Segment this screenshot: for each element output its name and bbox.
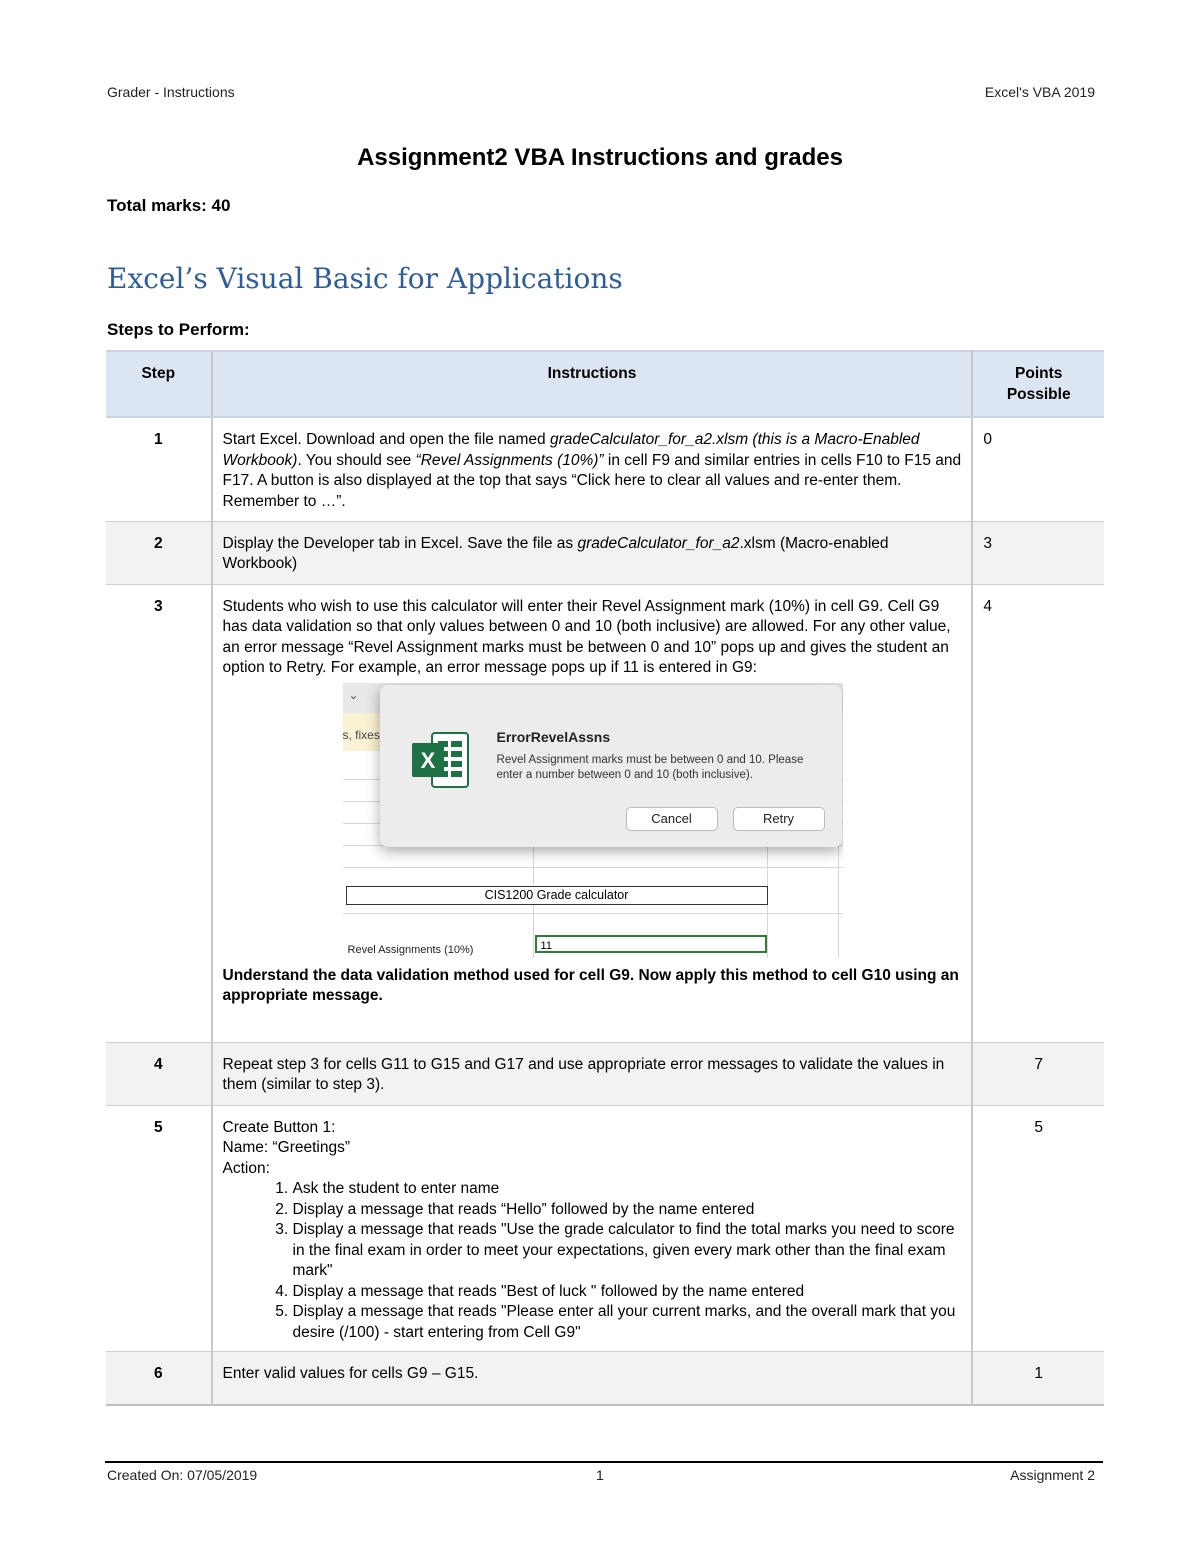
file-name-italic: gradeCalculator_for_a2 <box>577 534 740 552</box>
step-3-bold-text: Understand the data validation method used for cell G9. Now apply this method to cell G10 using an appropriate message. <box>222 966 959 1004</box>
actions-list <box>223 1179 962 1343</box>
header-instructions: Instructions <box>212 351 973 417</box>
error-dialog <box>380 685 842 847</box>
cell-label-italic: “Revel Assignments (10%)” <box>415 451 604 469</box>
step-number: 4 <box>153 1055 163 1073</box>
step-number: 5 <box>153 1118 163 1136</box>
step-points: 5 <box>1034 1118 1044 1136</box>
step-instructions <box>212 1105 973 1351</box>
step-instructions: Repeat step 3 for cells G11 to G15 and G17 and use appropriate error messages to validate the values in them (similar to step 3). <box>212 1042 973 1105</box>
step-points: 7 <box>1034 1055 1044 1073</box>
dialog-message: Revel Assignment marks must be between 0 and 10. Please enter a number between 0 and 10 (both inclusive). <box>496 753 804 781</box>
file-name-italic: gradeCalculator_for_a2.xlsm (this is a Macro-Enabled Workbook) <box>222 431 920 469</box>
excel-icon <box>410 729 472 791</box>
table-row <box>106 1042 1104 1105</box>
step-number: 2 <box>153 534 163 552</box>
step-points: 3 <box>983 534 993 552</box>
section-heading: Excel’s Visual Basic for Applications <box>107 262 623 295</box>
table-row <box>106 521 1104 584</box>
button-heading: Create Button 1: <box>222 1118 336 1136</box>
calculator-title-cell: CIS1200 Grade calculator <box>346 886 768 905</box>
table-row <box>106 417 1104 521</box>
footer-left: Created On: 07/05/2019 <box>107 1467 258 1483</box>
chevron-down-icon: ⌄ <box>348 687 359 702</box>
list-item: 2. Display a message that reads “Hello” followed by the name entered <box>293 1200 962 1221</box>
table-row <box>106 584 1104 1042</box>
list-item: 3. Display a message that reads "Use the grade calculator to find the total marks you need to score in the final exam in order to meet your expectations, given every mark other than the final exam mark" <box>293 1220 962 1282</box>
total-marks: Total marks: 40 <box>107 196 231 215</box>
page-number: 1 <box>596 1467 604 1483</box>
header-left: Grader - Instructions <box>107 84 235 100</box>
table-row <box>106 1351 1104 1405</box>
list-item: 5. Display a message that reads "Please enter all your current marks, and the overall mark that you desire (/100) - start entering from Cell G9" <box>293 1302 962 1343</box>
steps-label: Steps to Perform: <box>107 320 250 339</box>
dialog-title: ErrorRevelAssns <box>496 728 611 745</box>
header-right: Excel's VBA 2019 <box>984 84 1095 100</box>
step-number: 3 <box>153 597 163 615</box>
revel-value-cell: 11 <box>535 935 767 953</box>
table-row <box>106 1105 1104 1351</box>
page-title: Assignment2 VBA Instructions and grades <box>357 144 843 171</box>
step-number: 1 <box>153 431 163 448</box>
footer-divider <box>105 1461 1103 1463</box>
revel-label-cell: Revel Assignments (10%) <box>347 943 474 956</box>
step-instructions: Display the Developer tab in Excel. Save the file as gradeCalculator_for_a2.xlsm (Macro-enabled Workbook) <box>212 521 973 584</box>
list-item: 1. Ask the student to enter name <box>293 1179 962 1200</box>
svg-text:X: X <box>420 747 435 773</box>
header-step: Step <box>106 351 212 417</box>
step-instructions: Enter valid values for cells G9 – G15. <box>212 1351 973 1405</box>
header-points: Points Possible <box>972 351 1104 417</box>
cancel-button[interactable]: Cancel <box>626 807 718 831</box>
action-label: Action: <box>222 1159 270 1177</box>
step-3-text: Students who wish to use this calculator will enter their Revel Assignment mark (10%) in cell G9. Cell G9 has data validation so that only values between 0 and 10 (both inclusive) are allowed. For any other value, an error message “Revel Assignment marks must be between 0 and 10” pops up and gives the student an option to Retry. For example, an error message pops up if 11 is entered in G9: <box>222 597 951 676</box>
step-points: 4 <box>983 597 993 615</box>
step-points: 0 <box>983 431 993 448</box>
instructions-table <box>106 350 1104 1406</box>
button-name: Name: “Greetings” <box>222 1139 350 1156</box>
notice-strip: s, fixes <box>343 713 403 751</box>
list-item: 4. Display a message that reads "Best of luck " followed by the name entered <box>293 1282 962 1303</box>
step-number: 6 <box>153 1364 163 1382</box>
retry-button[interactable]: Retry <box>733 807 825 831</box>
step-points: 1 <box>1034 1364 1044 1382</box>
footer-right: Assignment 2 <box>1010 1467 1095 1483</box>
step-instructions: Start Excel. Download and open the file named gradeCalculator_for_a2.xlsm (this is a Macro-Enabled Workbook). You should see “Revel Assignments (10%)” in cell F9 and similar entries in cells F10 to F15 and F17. A button is also displayed at the top that says “Click here to clear all values and re-enter them. Remember to …”. <box>212 417 973 521</box>
error-dialog-screenshot <box>343 683 843 958</box>
step-instructions <box>212 584 973 1042</box>
table-header-row <box>106 351 1104 417</box>
